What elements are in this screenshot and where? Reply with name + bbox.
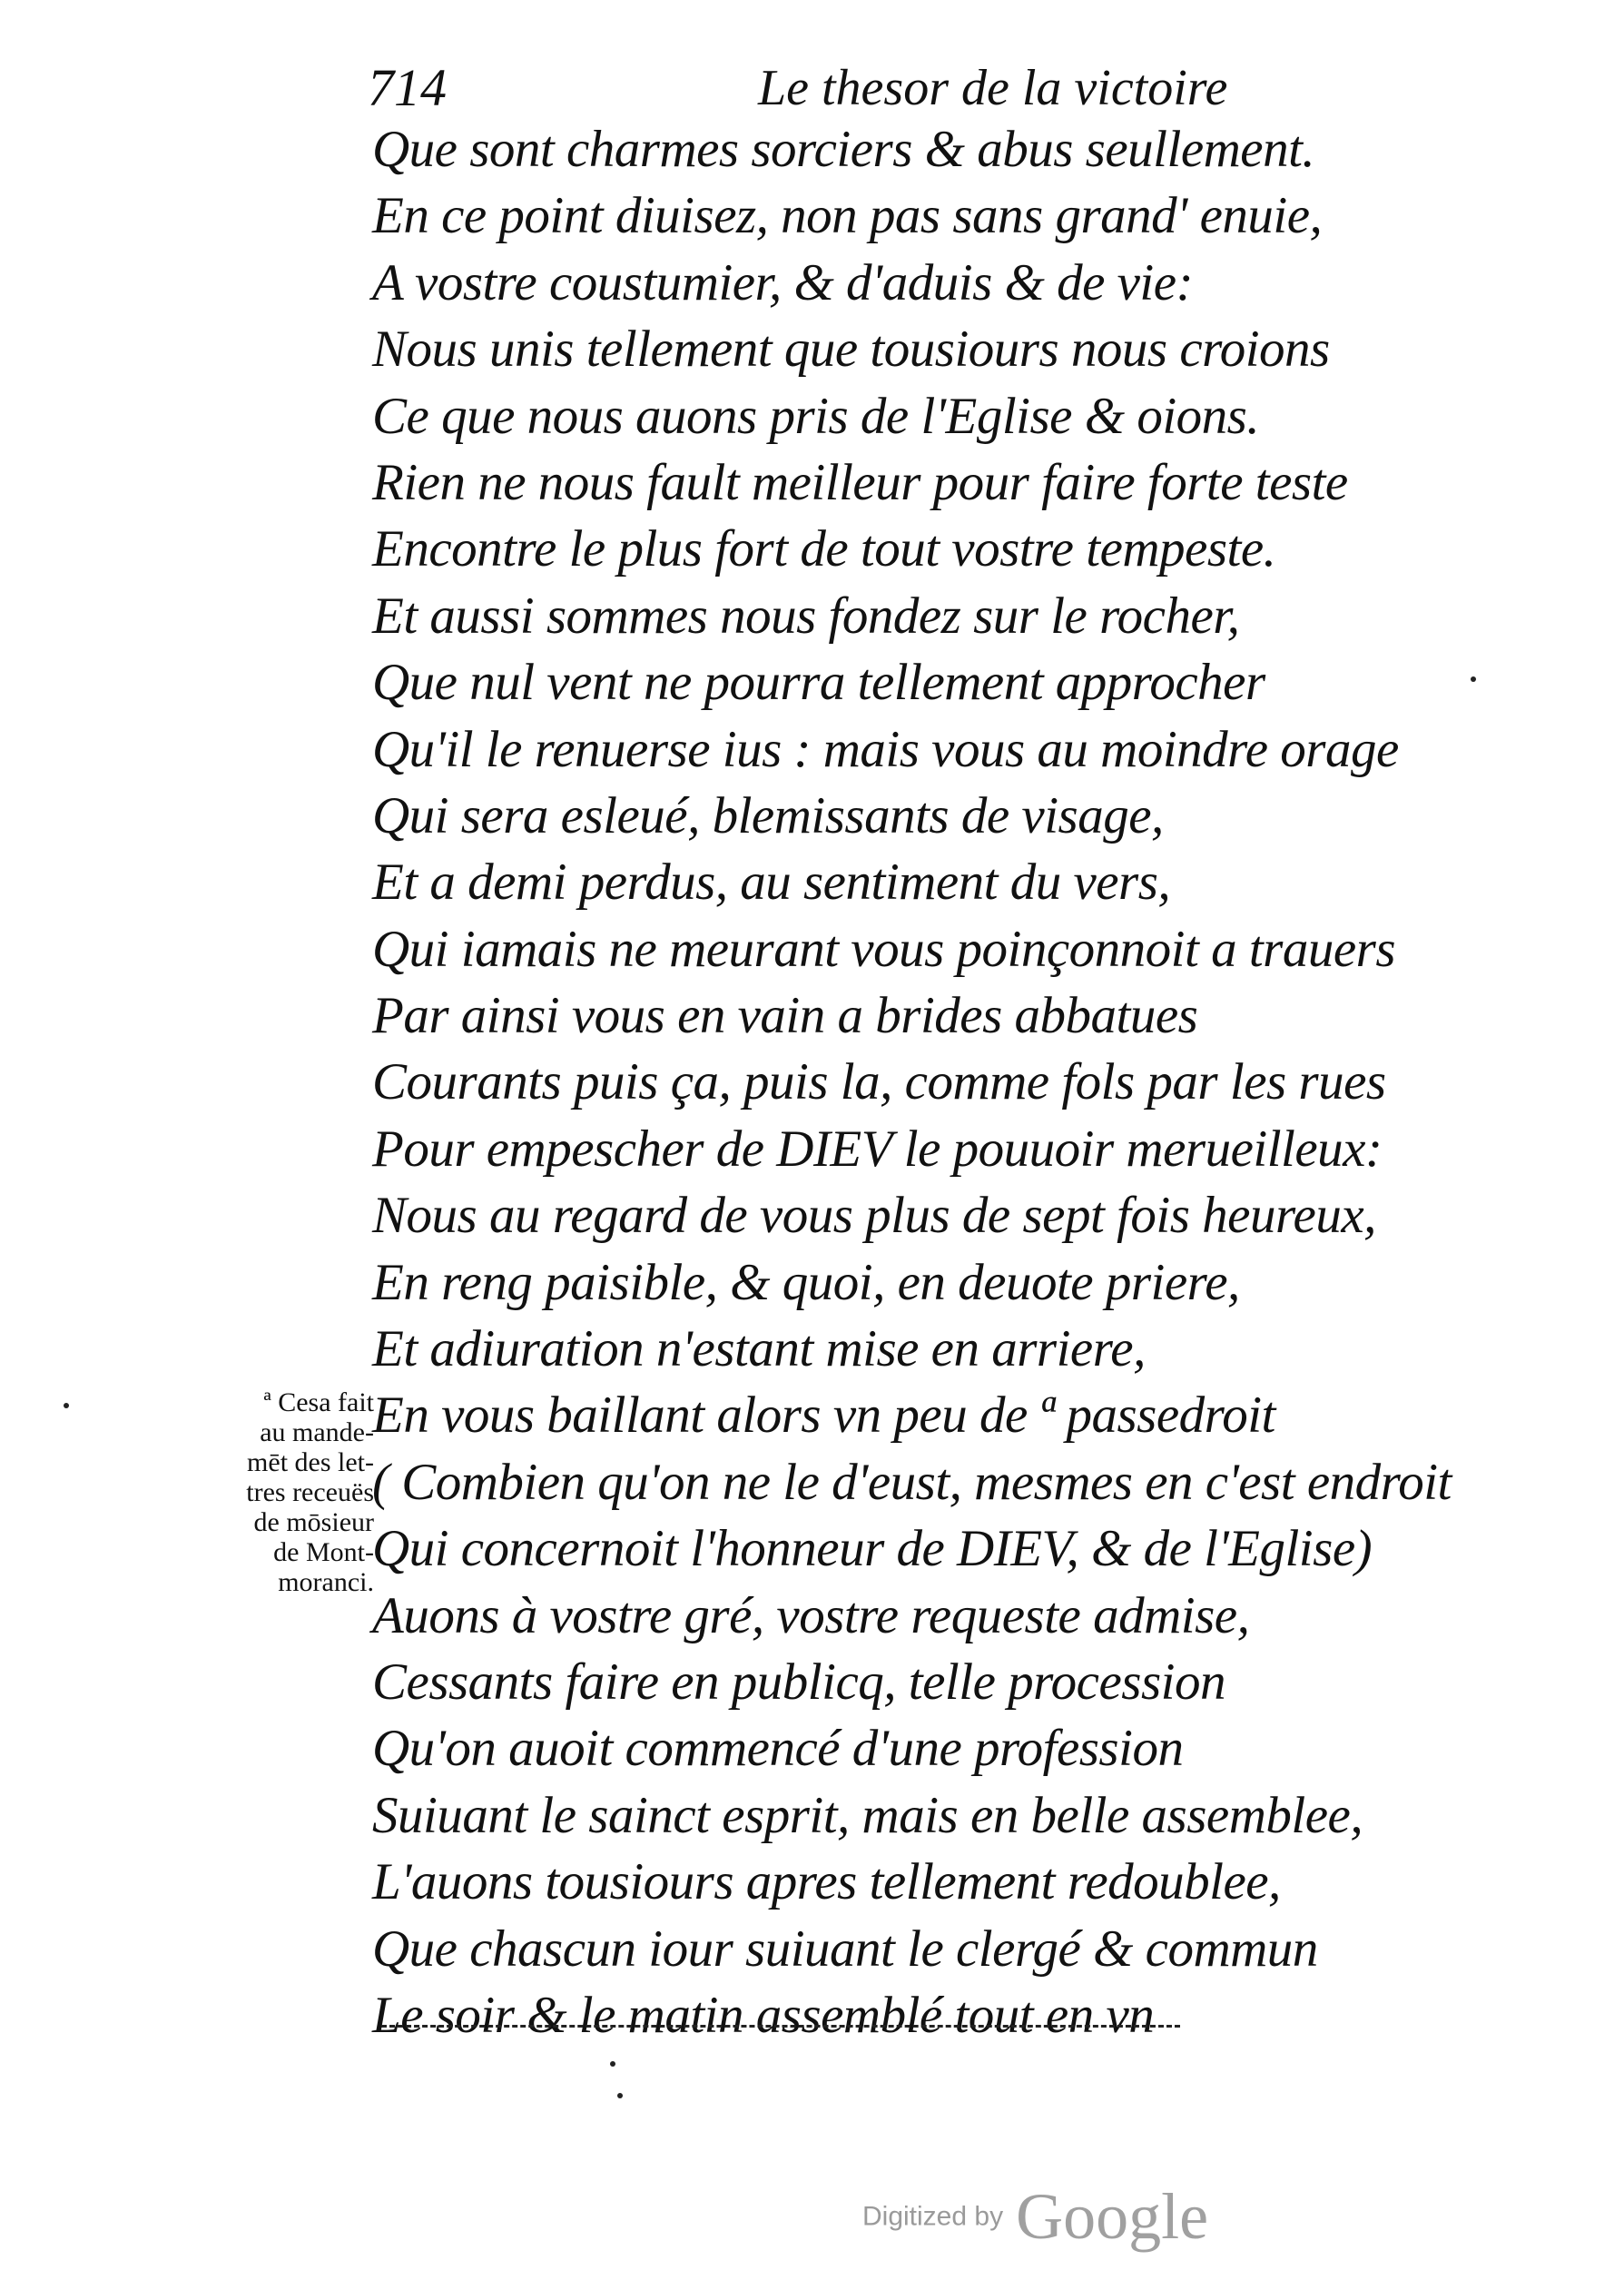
- verse-line: Suiuant le sainct esprit, mais en belle assemblee,: [372, 1786, 1363, 1844]
- digitized-watermark: [862, 2179, 1208, 2252]
- verse-line: Et adiuration n'estant mise en arriere,: [372, 1320, 1146, 1378]
- verse-line: Par ainsi vous en vain a brides abbatues: [372, 987, 1198, 1045]
- running-head: [368, 56, 1248, 120]
- google-logo: Google: [1016, 2180, 1209, 2253]
- verse-line: A vostre coustumier, & d'aduis & de vie:: [372, 253, 1194, 311]
- verse-line: L'auons tousiours apres tellement redoublee,: [372, 1853, 1281, 1911]
- verse-line: Que sont charmes sorciers & abus seullement.: [372, 121, 1315, 178]
- marginal-note-line: de Mont-: [273, 1537, 374, 1567]
- verse-line: Cessants faire en publicq, telle procession: [372, 1653, 1225, 1711]
- verse-line: Qui concernoit l'honneur de DIEV, & de l'Eglise): [372, 1520, 1373, 1578]
- verse-line: Que chascun iour suiuant le clergé & commun: [372, 1920, 1318, 1978]
- verse-line: Et a demi perdus, au sentiment du vers,: [372, 854, 1171, 912]
- marginal-note: [192, 1387, 374, 1597]
- marginal-note-line: tres receuës: [246, 1477, 374, 1507]
- verse-line: ( Combien qu'on ne le d'eust, mesmes en c'est endroit: [372, 1453, 1452, 1511]
- print-speck: [1471, 676, 1476, 682]
- running-title: Le thesor de la victoire: [758, 60, 1228, 116]
- verse-line: Qui iamais ne meurant vous poinçonnoit a trauers: [372, 920, 1396, 978]
- verse-line: Le soir & le matin assemblé tout en vn: [372, 1986, 1155, 2044]
- verse-block: [372, 116, 1452, 2048]
- verse-line: En vous baillant alors vn peu de ª passedroit: [372, 1387, 1275, 1445]
- verse-line: Qu'on auoit commencé d'une profession: [372, 1720, 1184, 1778]
- print-speck: [64, 1403, 69, 1408]
- verse-line: Qui sera esleué, blemissants de visage,: [372, 786, 1164, 844]
- verse-line: Que nul vent ne pourra tellement approcher: [372, 654, 1265, 712]
- verse-line: Qu'il le renuerse ius : mais vous au moindre orage: [372, 720, 1399, 778]
- verse-line: Et aussi sommes nous fondez sur le rocher,: [372, 587, 1240, 645]
- marginal-note-line: ª Cesa fait: [263, 1387, 374, 1417]
- marginal-note-line: de mōsieur: [253, 1507, 374, 1537]
- footer-rule: [381, 2025, 1180, 2028]
- verse-line: En reng paisible, & quoi, en deuote priere,: [372, 1253, 1240, 1311]
- marginal-note-line: moranci.: [278, 1567, 374, 1597]
- verse-line: Courants puis ça, puis la, comme fols par les rues: [372, 1053, 1386, 1111]
- verse-line: Ce que nous auons pris de l'Eglise & oions.: [372, 387, 1260, 445]
- print-speck: [617, 2093, 623, 2098]
- verse-line: Encontre le plus fort de tout vostre tempeste.: [372, 520, 1276, 578]
- page-number: 714: [368, 58, 447, 117]
- verse-line: En ce point diuisez, non pas sans grand' enuie,: [372, 187, 1323, 245]
- marginal-note-line: au mande-: [260, 1417, 374, 1447]
- verse-line: Pour empescher de DIEV le pouuoir merueilleux:: [372, 1120, 1383, 1178]
- verse-line: Nous au regard de vous plus de sept fois heureux,: [372, 1187, 1376, 1245]
- print-speck: [610, 2061, 615, 2067]
- watermark-prefix: Digitized by: [862, 2201, 1004, 2232]
- verse-line: Rien ne nous fault meilleur pour faire forte teste: [372, 453, 1348, 511]
- verse-line: Auons à vostre gré, vostre requeste admise,: [372, 1586, 1250, 1644]
- marginal-note-line: mēt des let-: [247, 1447, 374, 1477]
- verse-line: Nous unis tellement que tousiours nous croions: [372, 321, 1330, 379]
